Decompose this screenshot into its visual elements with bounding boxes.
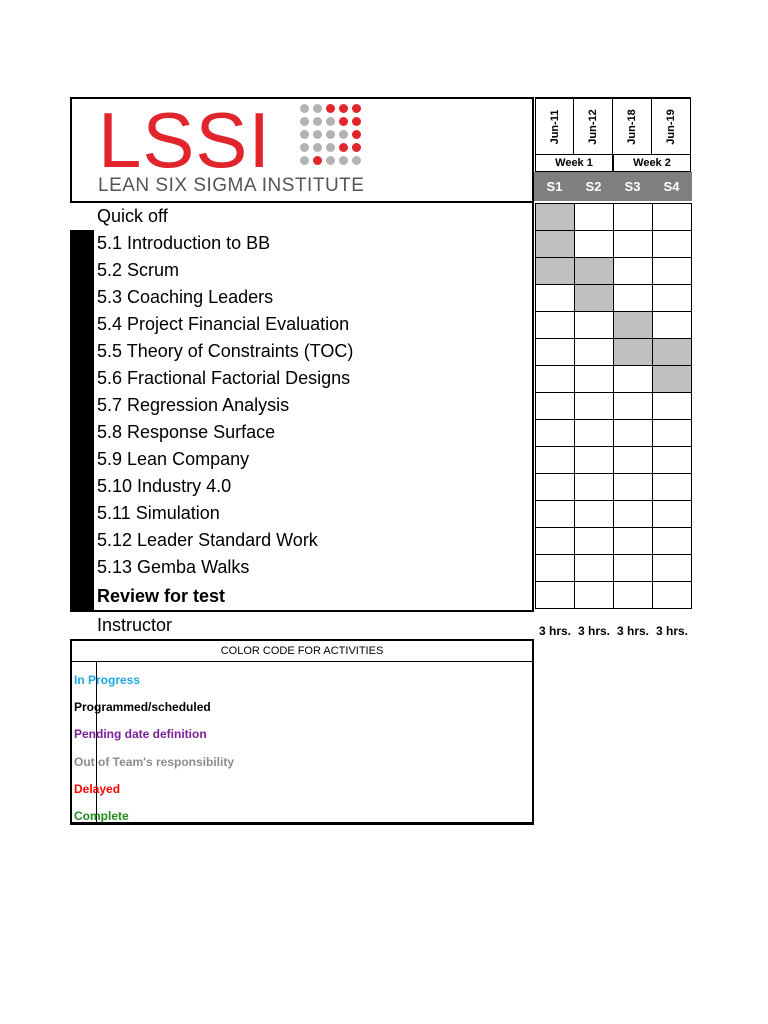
date-label: Jun-12 (587, 108, 599, 145)
empty-cell (652, 392, 692, 420)
date-label: Jun-18 (626, 108, 638, 145)
topic-list (70, 203, 534, 612)
empty-cell (574, 419, 614, 447)
week-label: Week 2 (613, 154, 691, 172)
empty-cell (613, 419, 653, 447)
empty-cell (535, 500, 575, 528)
topic-item: 5.7 Regression Analysis (97, 395, 290, 415)
empty-cell (535, 554, 575, 582)
schedule-header (534, 97, 692, 203)
schedule-grid (534, 203, 692, 612)
scheduled-cell (652, 338, 692, 366)
date-header-cell (574, 97, 613, 154)
logo-dot (300, 156, 309, 165)
empty-cell (574, 554, 614, 582)
empty-cell (535, 446, 575, 474)
legend-item: Delayed (74, 781, 121, 796)
empty-cell (574, 203, 614, 231)
empty-cell (535, 311, 575, 339)
empty-cell (574, 230, 614, 258)
instructor-label: Instructor (97, 615, 173, 635)
empty-cell (652, 284, 692, 312)
legend-item: Out of Team's responsibility (74, 754, 234, 769)
empty-cell (613, 284, 653, 312)
empty-cell (613, 581, 653, 609)
logo-dot (339, 117, 348, 126)
date-label: Jun-11 (548, 109, 561, 144)
topic-side-bar (70, 230, 94, 610)
topic-item: Review for test (97, 586, 226, 606)
session-label: S2 (585, 179, 602, 194)
logo-dot (326, 117, 335, 126)
logo-dot (352, 104, 361, 113)
session-hours: 3 hrs. (616, 624, 649, 638)
empty-cell (535, 581, 575, 609)
session-label: S1 (546, 179, 563, 194)
scheduled-cell (574, 257, 614, 285)
legend-item: Pending date definition (74, 727, 207, 742)
scheduled-cell (574, 284, 614, 312)
empty-cell (535, 365, 575, 393)
date-header-cell (613, 97, 652, 154)
empty-cell (652, 500, 692, 528)
logo-dot (339, 130, 348, 139)
empty-cell (535, 419, 575, 447)
logo-dot (313, 117, 322, 126)
topic-item: 5.9 Lean Company (97, 449, 250, 469)
legend-item: Programmed/scheduled (74, 700, 211, 715)
empty-cell (613, 203, 653, 231)
topic-item: 5.13 Gemba Walks (97, 557, 250, 577)
logo-dot (326, 130, 335, 139)
session-hours: 3 hrs. (577, 624, 610, 638)
logo-dot (300, 143, 309, 152)
logo-dot (339, 143, 348, 152)
scheduled-cell (535, 203, 575, 231)
date-header-cell (652, 97, 691, 154)
logo-dot (326, 143, 335, 152)
topic-item: 5.3 Coaching Leaders (97, 287, 274, 307)
empty-cell (652, 527, 692, 555)
session-hours: 3 hrs. (655, 624, 688, 638)
logo-dot (339, 156, 348, 165)
empty-cell (652, 473, 692, 501)
empty-cell (574, 473, 614, 501)
logo-dot (313, 104, 322, 113)
topic-item: 5.5 Theory of Constraints (TOC) (97, 341, 354, 361)
logo-dot (300, 130, 309, 139)
empty-cell (652, 554, 692, 582)
logo-header (70, 97, 534, 203)
empty-cell (652, 203, 692, 231)
logo-subtitle: LEAN SIX SIGMA INSTITUTE (98, 175, 365, 196)
logo-dot (352, 143, 361, 152)
scheduled-cell (613, 311, 653, 339)
empty-cell (613, 446, 653, 474)
scheduled-cell (613, 338, 653, 366)
topic-item: 5.1 Introduction to BB (97, 233, 271, 253)
logo-dot (352, 117, 361, 126)
session-label: S4 (663, 179, 680, 194)
topic-item: 5.10 Industry 4.0 (97, 476, 232, 496)
logo-dot (339, 104, 348, 113)
color-legend (70, 639, 534, 825)
logo-dot (326, 156, 335, 165)
empty-cell (652, 311, 692, 339)
empty-cell (535, 527, 575, 555)
empty-cell (574, 311, 614, 339)
week-label: Week 1 (535, 154, 613, 172)
empty-cell (652, 230, 692, 258)
empty-cell (613, 392, 653, 420)
date-label: Jun-19 (665, 108, 677, 145)
empty-cell (613, 365, 653, 393)
topic-item: Quick off (97, 206, 168, 226)
empty-cell (613, 554, 653, 582)
logo-dot (300, 117, 309, 126)
empty-cell (652, 419, 692, 447)
legend-title: COLOR CODE FOR ACTIVITIES (72, 641, 532, 662)
logo-dot (352, 130, 361, 139)
topic-item: 5.2 Scrum (97, 260, 180, 280)
empty-cell (535, 284, 575, 312)
legend-item: Complete (74, 809, 129, 823)
empty-cell (574, 446, 614, 474)
session-label: S3 (624, 179, 641, 194)
empty-cell (574, 527, 614, 555)
topic-item: 5.11 Simulation (97, 503, 220, 523)
empty-cell (652, 581, 692, 609)
empty-cell (652, 446, 692, 474)
logo-dot (352, 156, 361, 165)
empty-cell (574, 338, 614, 366)
date-header-cell (535, 97, 574, 154)
session-hours: 3 hrs. (538, 624, 571, 638)
logo-dot (326, 104, 335, 113)
topic-item: 5.12 Leader Standard Work (97, 530, 318, 550)
logo-dot (313, 130, 322, 139)
empty-cell (613, 473, 653, 501)
empty-cell (574, 392, 614, 420)
logo-dot (313, 156, 322, 165)
logo-dot (300, 104, 309, 113)
empty-cell (613, 230, 653, 258)
empty-cell (574, 500, 614, 528)
topic-item: 5.6 Fractional Factorial Designs (97, 368, 351, 388)
logo-dot (313, 143, 322, 152)
topic-item: 5.4 Project Financial Evaluation (97, 314, 350, 334)
empty-cell (652, 257, 692, 285)
scheduled-cell (652, 365, 692, 393)
empty-cell (613, 500, 653, 528)
empty-cell (535, 392, 575, 420)
empty-cell (574, 581, 614, 609)
topic-item: 5.8 Response Surface (97, 422, 276, 442)
scheduled-cell (535, 230, 575, 258)
empty-cell (613, 527, 653, 555)
logo-wordmark: LSSI (98, 96, 272, 184)
empty-cell (535, 338, 575, 366)
legend-item: In Progress (74, 673, 141, 687)
empty-cell (535, 473, 575, 501)
session-header-row (534, 172, 692, 201)
empty-cell (613, 257, 653, 285)
empty-cell (574, 365, 614, 393)
scheduled-cell (535, 257, 575, 285)
